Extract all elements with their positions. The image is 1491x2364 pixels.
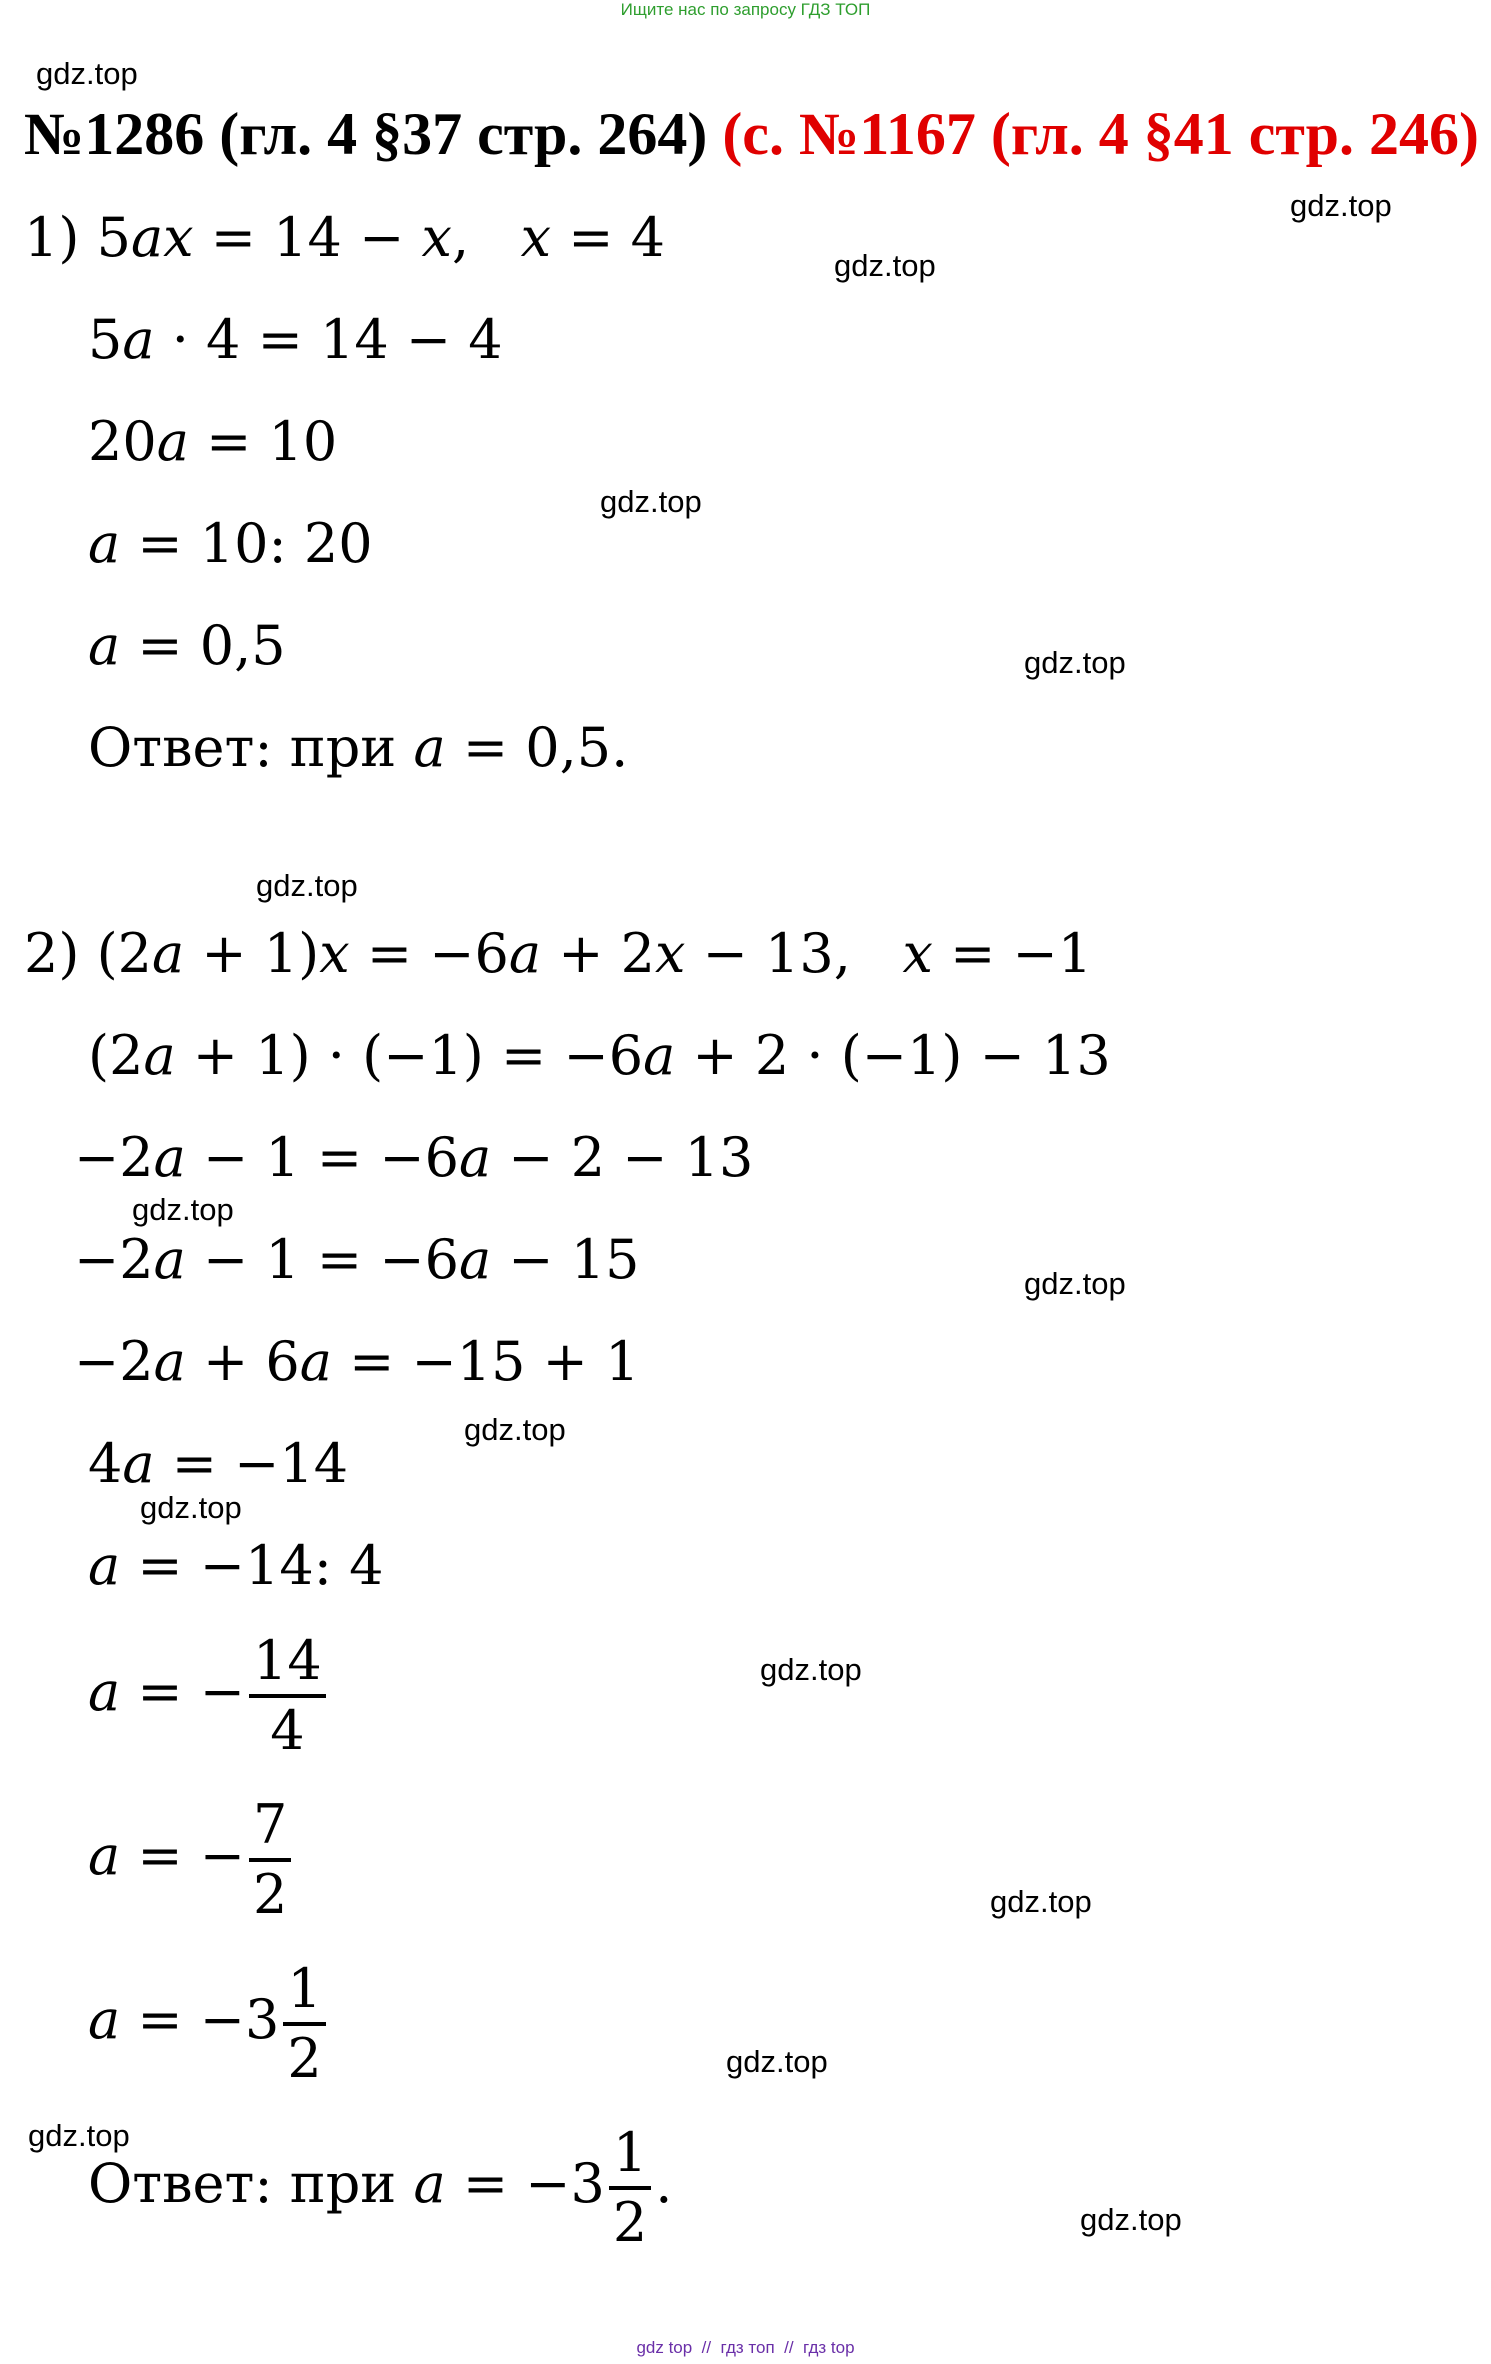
text: = −15 + 1 (331, 1330, 640, 1393)
part1-line2 (88, 308, 503, 372)
part2-line8 (88, 1629, 330, 1762)
part2-line1 (24, 922, 1092, 986)
watermark: gdz.top (132, 1192, 234, 1227)
text: Ответ: при (88, 2152, 414, 2215)
part1-answer (88, 716, 628, 780)
var: a (88, 614, 121, 677)
numerator: 1 (283, 1962, 325, 2026)
denominator: 2 (253, 1863, 288, 1926)
text: Ответ: при (88, 716, 414, 779)
var: a (153, 1126, 186, 1189)
watermark: gdz.top (464, 1412, 566, 1447)
var: a (88, 1988, 121, 2051)
watermark: gdz.top (28, 2118, 130, 2153)
part2-line6 (88, 1432, 348, 1496)
title-main: №1286 (гл. 4 §37 стр. 264) (24, 101, 723, 167)
text: = −3 (445, 2152, 605, 2215)
text: (2 (88, 1024, 144, 1087)
watermark: gdz.top (990, 1884, 1092, 1919)
text: = − (120, 1824, 246, 1887)
text: = 14 − (193, 206, 422, 269)
part2-line2 (88, 1024, 1111, 1088)
var: a (413, 2152, 446, 2215)
text: = 4 (551, 206, 666, 269)
denominator: 2 (612, 2191, 648, 2254)
text: · 4 = 14 − 4 (154, 308, 503, 371)
text: + 1) · (−1) = −6 (175, 1024, 644, 1087)
text: = 0,5. (445, 716, 629, 779)
text: − 1 = −6 (185, 1126, 459, 1189)
text: . (655, 2152, 673, 2215)
text: , (451, 206, 521, 269)
text: + 1) (184, 922, 320, 985)
text: 2) (2 (24, 922, 153, 985)
text: −2 (74, 1126, 154, 1189)
numerator: 1 (609, 2126, 651, 2190)
text: = −6 (349, 922, 509, 985)
var: a (152, 922, 185, 985)
footer-links[interactable]: gdz top // гдз топ // гдз top (636, 2338, 855, 2357)
text: − 15 (491, 1228, 640, 1291)
var: a (156, 410, 189, 473)
var: a (299, 1330, 332, 1393)
text: = −1 (932, 922, 1093, 985)
text: + 6 (185, 1330, 300, 1393)
numerator: 14 (249, 1634, 326, 1698)
text: −2 (74, 1330, 154, 1393)
fraction (249, 1629, 326, 1762)
watermark: gdz.top (1024, 645, 1126, 680)
text: = 10: 20 (120, 512, 373, 575)
watermark: gdz.top (36, 56, 138, 91)
var: a (143, 1024, 176, 1087)
watermark: gdz.top (1080, 2202, 1182, 2237)
var: a (413, 716, 446, 779)
part2-line3 (74, 1126, 753, 1190)
problem-title (24, 98, 1479, 170)
text: = 10 (188, 410, 338, 473)
watermark: gdz.top (760, 1652, 862, 1687)
part2-line7 (88, 1534, 383, 1598)
var: a (458, 1228, 492, 1291)
watermark: gdz.top (834, 248, 936, 283)
denominator: 2 (287, 2027, 322, 2090)
text: = −14: 4 (120, 1534, 384, 1597)
var: x (319, 922, 350, 985)
text: + 2 (541, 922, 656, 985)
watermark: gdz.top (140, 1490, 242, 1525)
text: + 2 · (−1) − 13 (675, 1024, 1111, 1087)
numerator: 7 (249, 1798, 291, 1862)
text: − 2 − 13 (491, 1126, 754, 1189)
part1-line1 (24, 206, 665, 270)
var: a (153, 1330, 186, 1393)
watermark: gdz.top (256, 868, 358, 903)
watermark: gdz.top (726, 2044, 828, 2079)
var: ax (130, 206, 194, 269)
text: 4 (88, 1432, 123, 1495)
text: − 1 = −6 (185, 1228, 459, 1291)
text: = −14 (154, 1432, 349, 1495)
title-alt: (с. №1167 (гл. 4 §41 стр. 246) (722, 101, 1479, 167)
part2-line10 (88, 1957, 330, 2090)
var: x (421, 206, 452, 269)
part2-answer (88, 2121, 673, 2254)
fraction (609, 2121, 651, 2254)
text: 5 (88, 308, 123, 371)
fraction (283, 1957, 325, 2090)
text: = 0,5 (120, 614, 286, 677)
denominator: 4 (270, 1699, 305, 1762)
part1-line5 (88, 614, 286, 678)
var: a (88, 1660, 121, 1723)
watermark: gdz.top (1290, 188, 1392, 223)
var: x (902, 922, 933, 985)
var: a (458, 1126, 492, 1189)
var: a (122, 1432, 155, 1495)
part2-line5 (74, 1330, 639, 1394)
var: a (508, 922, 542, 985)
var: a (122, 308, 155, 371)
text: 20 (88, 410, 157, 473)
part1-line3 (88, 410, 337, 474)
var: x (520, 206, 552, 269)
watermark: gdz.top (600, 484, 702, 519)
fraction (249, 1793, 291, 1926)
text: −2 (74, 1228, 154, 1291)
var: x (655, 922, 686, 985)
text: = −3 (120, 1988, 280, 2051)
var: a (88, 1534, 121, 1597)
var: a (153, 1228, 186, 1291)
var: a (88, 1824, 121, 1887)
text: = − (120, 1660, 246, 1723)
part2-line9 (88, 1793, 295, 1926)
part1-line4 (88, 512, 373, 576)
part2-line4 (74, 1228, 639, 1292)
text: 1) 5 (24, 206, 131, 269)
watermark: gdz.top (1024, 1266, 1126, 1301)
var: a (88, 512, 121, 575)
text: − 13, (685, 922, 903, 985)
top-banner[interactable]: Ищите нас по запросу ГДЗ ТОП (620, 0, 871, 19)
var: a (643, 1024, 676, 1087)
